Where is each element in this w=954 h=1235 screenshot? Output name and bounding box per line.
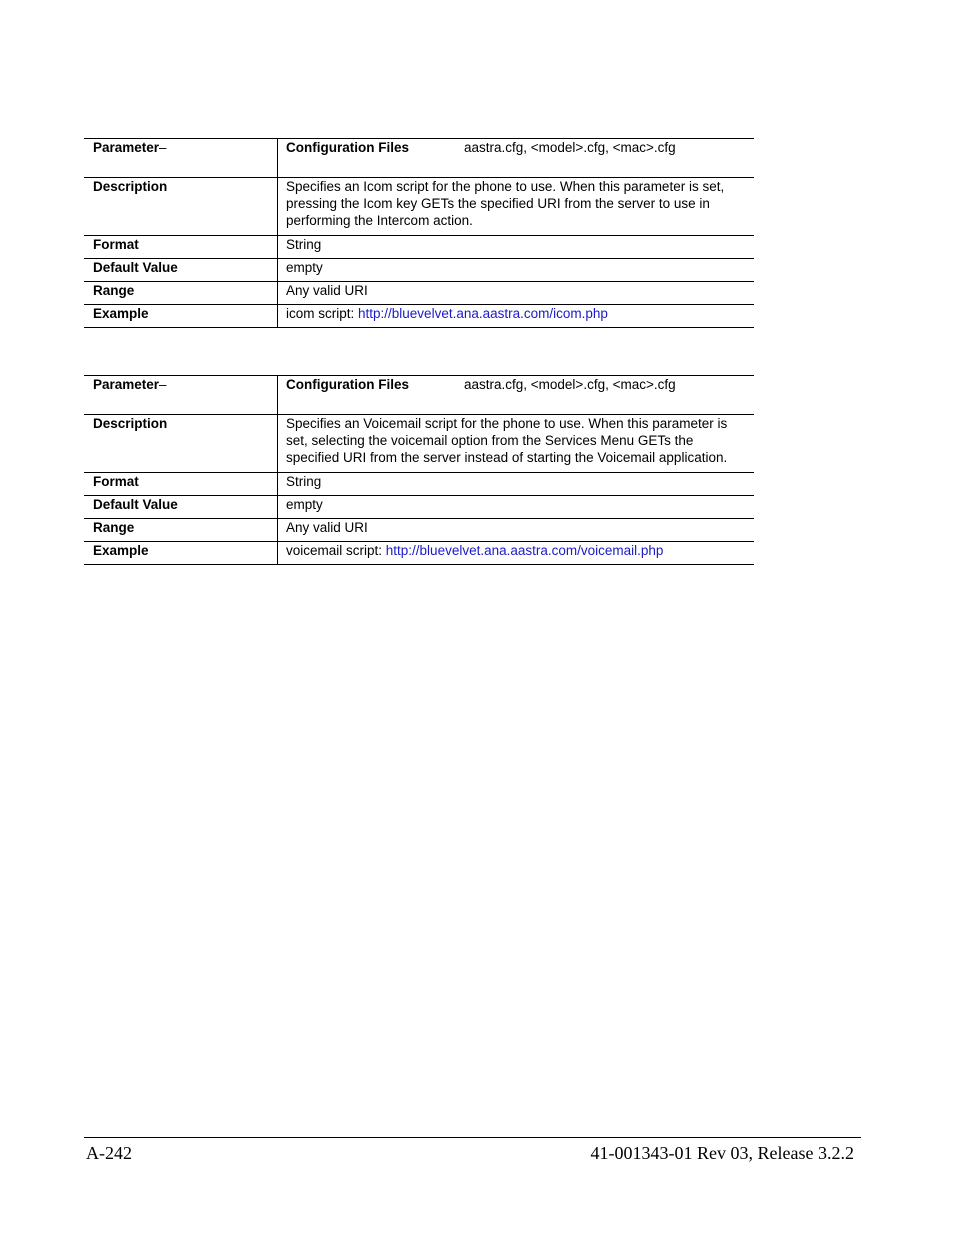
parameter-table-voicemail-script bbox=[84, 375, 754, 565]
example-link[interactable]: http://bluevelvet.ana.aastra.com/icom.php bbox=[358, 306, 608, 321]
default-value-row bbox=[84, 259, 754, 282]
range-row bbox=[84, 519, 754, 542]
description-label: Description bbox=[84, 178, 278, 236]
document-reference: 41-001343-01 Rev 03, Release 3.2.2 bbox=[590, 1143, 854, 1163]
example-prefix: voicemail script: bbox=[286, 543, 386, 558]
example-row bbox=[84, 305, 754, 328]
config-files-value: aastra.cfg, <model>.cfg, <mac>.cfg bbox=[464, 377, 676, 392]
example-row bbox=[84, 542, 754, 565]
description-row bbox=[84, 178, 754, 236]
description-value: Specifies an Icom script for the phone to use. When this parameter is set, pressing the Icom key GETs the specified URI from the server to use in performing the Intercom action. bbox=[286, 179, 725, 228]
range-label: Range bbox=[84, 282, 278, 305]
config-files-value: aastra.cfg, <model>.cfg, <mac>.cfg bbox=[464, 140, 676, 155]
config-files-label: Configuration Files bbox=[286, 140, 409, 155]
range-value: Any valid URI bbox=[286, 283, 368, 298]
default-value-label: Default Value bbox=[84, 496, 278, 519]
config-files-label: Configuration Files bbox=[286, 377, 409, 392]
example-link[interactable]: http://bluevelvet.ana.aastra.com/voicemail.php bbox=[385, 543, 664, 558]
format-value: String bbox=[286, 474, 322, 489]
example-prefix: icom script: bbox=[286, 306, 359, 321]
range-row bbox=[84, 282, 754, 305]
format-value: String bbox=[286, 237, 322, 252]
example-label: Example bbox=[84, 542, 278, 565]
parameter-row bbox=[84, 139, 754, 178]
format-row bbox=[84, 236, 754, 259]
parameter-label: Parameter– bbox=[84, 139, 278, 178]
example-label: Example bbox=[84, 305, 278, 328]
range-label: Range bbox=[84, 519, 278, 542]
parameter-label: Parameter– bbox=[84, 376, 278, 415]
description-label: Description bbox=[84, 415, 278, 473]
format-label: Format bbox=[84, 473, 278, 496]
default-value-value: empty bbox=[286, 260, 323, 275]
parameter-row bbox=[84, 376, 754, 415]
description-value: Specifies an Voicemail script for the phone to use. When this parameter is set, selecting the voicemail option from the Services Menu GETs the specified URI from the server instead of starting the Voicemail application. bbox=[286, 416, 728, 465]
format-label: Format bbox=[84, 236, 278, 259]
footer-divider bbox=[84, 1137, 861, 1138]
default-value-value: empty bbox=[286, 497, 323, 512]
parameter-table-icom-script bbox=[84, 138, 754, 328]
format-row bbox=[84, 473, 754, 496]
range-value: Any valid URI bbox=[286, 520, 368, 535]
default-value-row bbox=[84, 496, 754, 519]
default-value-label: Default Value bbox=[84, 259, 278, 282]
description-row bbox=[84, 415, 754, 473]
page-number: A-242 bbox=[86, 1143, 132, 1163]
